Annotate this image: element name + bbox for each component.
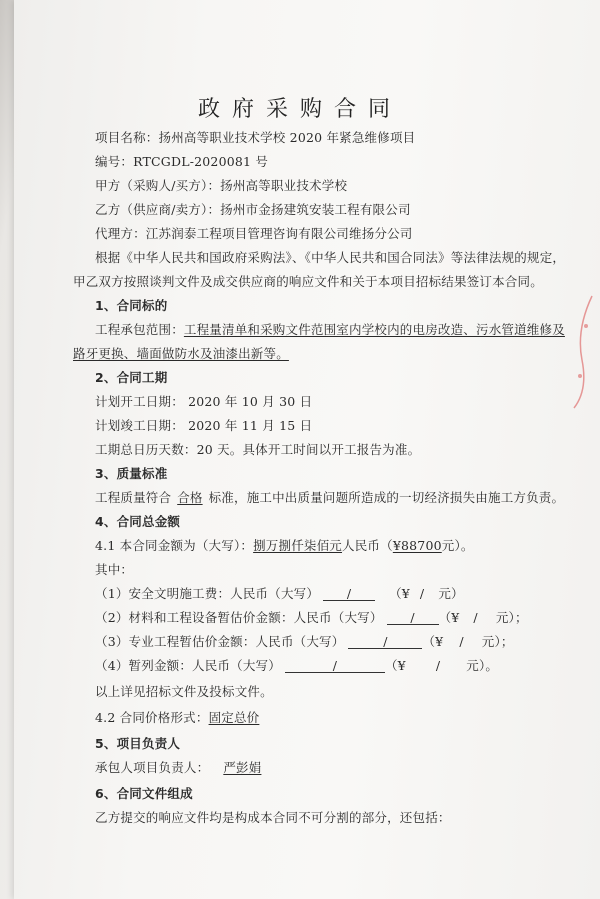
fee-item-label: （4）暂列金额：人民币（大写） [95, 658, 281, 673]
party-a: 甲方（采购人/买方）：扬州高等职业技术学校 [95, 178, 348, 193]
fee-item-label: （1）安全文明施工费：人民币（大写） [95, 586, 320, 601]
quality-post: 标准，施工中出质量问题所造成的一切经济损失由施工方负责。 [208, 490, 565, 505]
manager-label: 承包人项目负责人： [95, 760, 210, 775]
document-title: 政府采购合同 [197, 97, 402, 122]
among-label: 其中： [95, 562, 134, 577]
intro-line-2: 甲乙双方按照谈判文件及成交供应商的响应文件和关于本项目招标结果签订本合同。 [73, 274, 543, 289]
fee-item-end: 元）。 [466, 658, 499, 673]
scope-text-2: 路牙更换、墙面做防水及油漆出新等。 [73, 346, 289, 361]
manager-line [95, 758, 281, 776]
fee-item-blank: / [387, 610, 439, 625]
contract-number: 编号：RTCGDL-2020081 号 [95, 154, 269, 169]
agency: 代理方：江苏润泰工程项目管理咨询有限公司维扬分公司 [95, 226, 413, 241]
fee-item-slash: / [473, 610, 478, 625]
fee-item-yen: （¥ [389, 586, 410, 601]
fee-item-label: （3）专业工程暂估价金额：人民币（大写） [95, 634, 345, 649]
fee-item-3 [95, 632, 514, 650]
section-5-heading: 5、项目负责人 [95, 736, 181, 751]
documents-text: 乙方提交的响应文件均是构成本合同不可分割的部分，还包括： [95, 810, 451, 825]
detail-note: 以上详见招标文件及投标文件。 [95, 684, 273, 699]
fee-item-slash: / [459, 634, 464, 649]
quality-line [95, 488, 564, 506]
fee-item-1 [95, 584, 464, 602]
seal-fragment-graphic [566, 290, 596, 410]
fee-item-blank: / [323, 586, 375, 601]
quality-pre: 工程质量符合 [95, 490, 172, 505]
price-form-line [95, 708, 259, 726]
scope-line-1 [95, 320, 565, 338]
fee-item-2 [95, 608, 528, 626]
price-form-pre: 4.2 合同价格形式： [95, 710, 209, 725]
amount-pre: 4.1 本合同金额为（大写）： [95, 538, 254, 553]
start-date: 计划开工日期： 2020 年 10 月 30 日 [95, 394, 313, 409]
end-date: 计划竣工日期： 2020 年 11 月 15 日 [95, 418, 313, 433]
fee-item-blank: / [285, 658, 385, 673]
party-b: 乙方（供应商/卖方）：扬州市金扬建筑安装工程有限公司 [95, 202, 411, 217]
section-2-heading: 2、合同工期 [95, 370, 168, 385]
amount-number: ¥88700 [392, 538, 442, 553]
amount-post: 元）。 [441, 538, 474, 553]
quality-grade: 合格 [177, 490, 203, 505]
fee-item-blank: / [348, 634, 422, 649]
manager-name: 严彭娟 [223, 760, 262, 775]
amount-upper: 捌万捌仟柒佰元 [253, 538, 343, 553]
fee-item-end: 元） [438, 586, 464, 601]
amount-line [95, 536, 474, 554]
fee-item-yen: （¥ [422, 634, 444, 649]
fee-item-yen: （¥ [438, 610, 460, 625]
price-form-value: 固定总价 [208, 710, 260, 725]
red-seal-stamp [566, 290, 596, 410]
scope-text-1: 工程量清单和采购文件范围室内学校内的电房改造、污水管道维修及 [183, 322, 565, 337]
section-6-heading: 6、合同文件组成 [95, 786, 193, 801]
section-1-heading: 1、合同标的 [95, 298, 168, 313]
fee-item-end: 元）； [495, 610, 528, 625]
scope-label: 工程承包范围： [95, 322, 184, 337]
fee-item-yen: （¥ [384, 658, 406, 673]
scope-line-2 [73, 344, 289, 362]
fee-item-label: （2）材料和工程设备暂估价金额：人民币（大写） [95, 610, 383, 625]
fee-item-slash: / [435, 658, 441, 673]
total-days: 工期总日历天数：20 天。具体开工时间以开工报告为准。 [95, 442, 421, 457]
project-name: 项目名称：扬州高等职业技术学校 2020 年紧急维修项目 [95, 130, 416, 145]
section-4-heading: 4、合同总金额 [95, 514, 181, 529]
fee-item-slash: / [419, 586, 425, 601]
fee-item-4 [95, 656, 498, 674]
fee-item-end: 元）； [481, 634, 514, 649]
intro-line-1: 根据《中华人民共和国政府采购法》、《中华人民共和国合同法》等法律法规的规定， [95, 250, 566, 265]
amount-mid: 人民币（ [342, 538, 393, 553]
section-3-heading: 3、质量标准 [95, 466, 168, 481]
